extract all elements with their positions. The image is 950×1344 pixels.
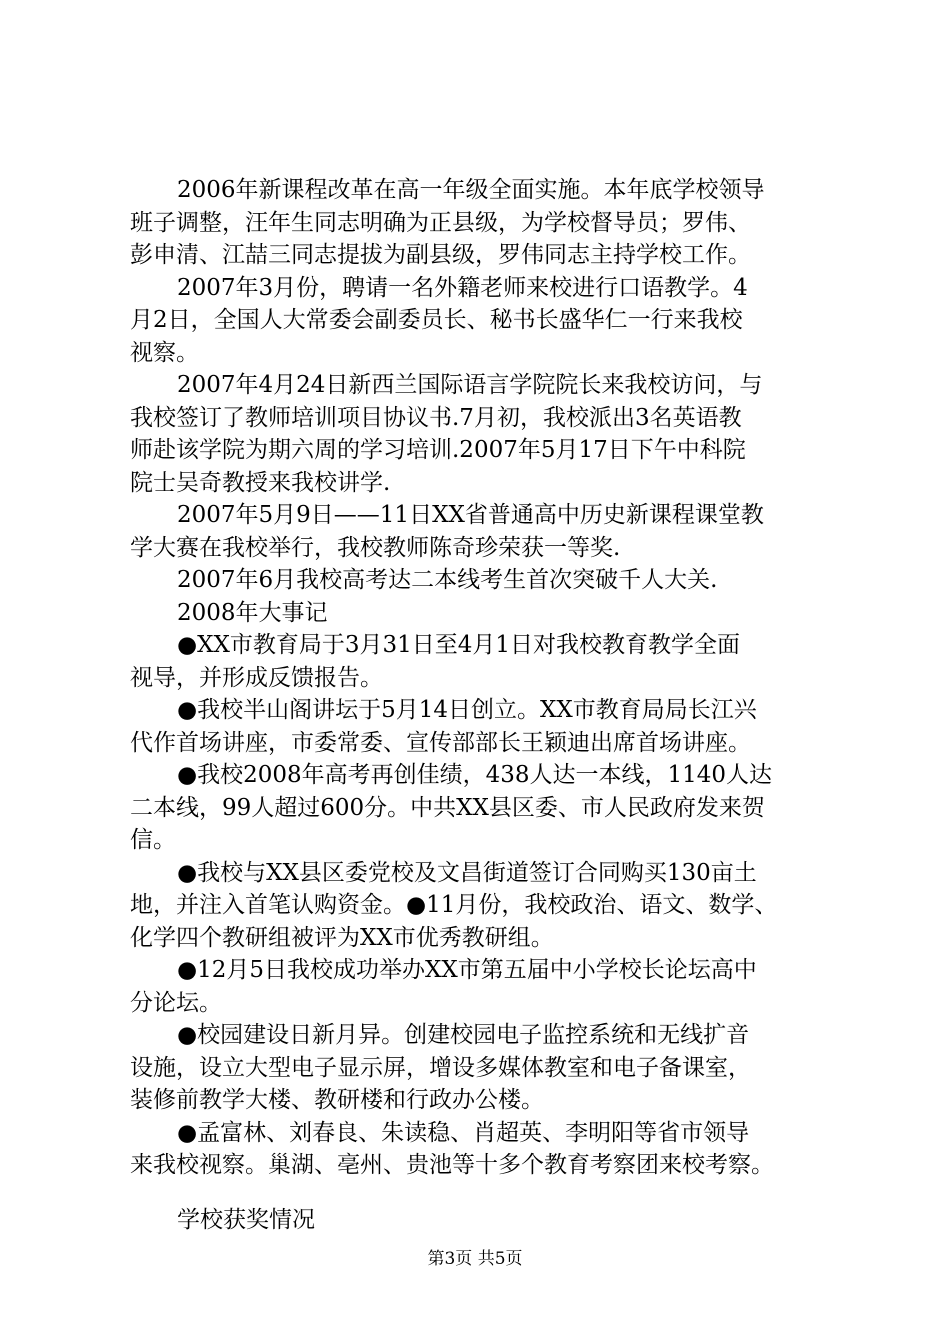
paragraph [130,857,830,955]
paragraph-line: 2006年新课程改革在高一年级全面实施。本年底学校领导 [177,177,765,203]
paragraph-line: 院士吴奇教授来我校讲学. [130,469,391,496]
paragraph-line: 我校签订了教师培训项目协议书.7月初，我校派出3名英语教 [130,404,742,431]
paragraph-line: 视导，并形成反馈报告。 [130,664,383,691]
section-heading [130,1204,830,1237]
paragraph [130,1117,830,1182]
paragraph-line: 信。 [130,827,176,853]
paragraph-line: ●孟富林、刘春良、朱读稳、肖超英、李明阳等省市领导 [177,1119,750,1146]
paragraph-line: ●我校2008年高考再创佳绩，438人达一本线，1140人达 [177,762,773,788]
paragraph-line: 学大赛在我校举行，我校教师陈奇珍荣获一等奖. [130,534,621,561]
paragraph-line: 2007年3月份，聘请一名外籍老师来校进行口语教学。4 [177,274,748,301]
page-footer: 第3页 共5页 [427,1249,523,1269]
paragraph-line: 视察。 [130,339,199,366]
paragraph-line: 2008年大事记 [177,599,328,626]
paragraph [130,564,830,597]
paragraph-line: 地，并注入首笔认购资金。●11月份，我校政治、语文、数学、 [130,892,778,918]
paragraph-line: ●我校半山阁讲坛于5月14日创立。XX市教育局局长江兴 [177,697,757,723]
paragraph [130,759,830,857]
paragraph-line: ●校园建设日新月异。创建校园电子监控系统和无线扩音 [177,1022,750,1048]
document-body [130,174,830,1236]
paragraph-line: ●XX市教育局于3月31日至4月1日对我校教育教学全面 [177,632,740,658]
paragraph [130,499,830,564]
paragraph [130,1019,830,1117]
paragraph [130,954,830,1019]
paragraph [130,694,830,759]
paragraph-line: 来我校视察。巢湖、亳州、贵池等十多个教育考察团来校考察。 [130,1152,774,1178]
paragraph-line: 二本线，99人超过600分。中共XX县区委、市人民政府发来贺 [130,794,765,821]
heading-spacer [130,1182,830,1204]
paragraph-line: 化学四个教研组被评为XX市优秀教研组。 [130,924,554,951]
paragraph-line: ●12月5日我校成功举办XX市第五届中小学校长论坛高中 [177,957,757,983]
section-heading-text: 学校获奖情况 [177,1206,315,1233]
paragraph-line: 代作首场讲座，市委常委、宣传部部长王颖迪出席首场讲座。 [130,729,751,756]
paragraph [130,629,830,694]
paragraph-line: 2007年6月我校高考达二本线考生首次突破千人大关. [177,567,718,593]
paragraph-line: 班子调整，汪年生同志明确为正县级，为学校督导员；罗伟、 [130,209,751,236]
paragraph-line: 设施，设立大型电子显示屏，增设多媒体教室和电子备课室， [130,1054,751,1081]
paragraph [130,597,830,630]
paragraph-line: 彭申清、江喆三同志提拔为副县级，罗伟同志主持学校工作。 [130,242,751,268]
paragraph-line: 师赴该学院为期六周的学习培训.2007年5月17日下午中科院 [130,437,746,463]
paragraph-line: ●我校与XX县区委党校及文昌街道签订合同购买130亩土 [177,859,757,886]
paragraph-line: 装修前教学大楼、教研楼和行政办公楼。 [130,1087,544,1113]
paragraph [130,369,830,499]
paragraph-line: 2007年4月24日新西兰国际语言学院院长来我校访问，与 [177,372,763,398]
paragraph-list [130,174,830,1182]
paragraph [130,174,830,272]
paragraph [130,272,830,370]
paragraph-line: 2007年5月9日——11日XX省普通高中历史新课程课堂教 [177,502,764,528]
paragraph-line: 月2日，全国人大常委会副委员长、秘书长盛华仁一行来我校 [130,307,743,333]
paragraph-line: 分论坛。 [130,989,222,1016]
